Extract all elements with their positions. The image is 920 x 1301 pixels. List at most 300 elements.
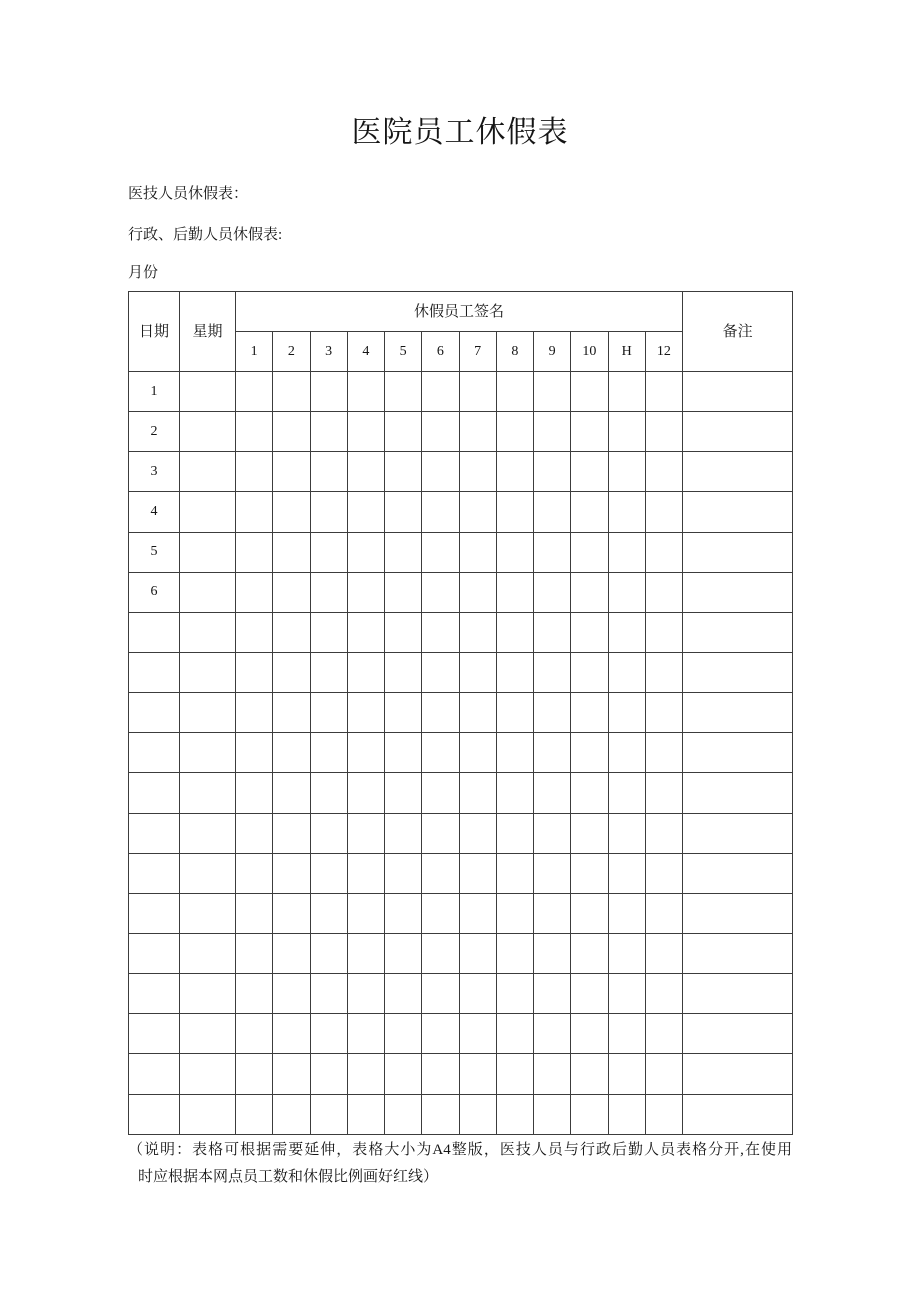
- signature-cell: [347, 933, 384, 973]
- table-row: [129, 693, 793, 733]
- signature-cell: [608, 813, 645, 853]
- signature-cell: [496, 652, 533, 692]
- signature-cell: [347, 1054, 384, 1094]
- signature-cell: [385, 452, 422, 492]
- weekday-cell: [180, 813, 236, 853]
- table-row: [129, 893, 793, 933]
- signature-cell: [273, 612, 310, 652]
- admin-logistics-staff-leave-label: 行政、后勤人员休假表:: [128, 227, 283, 243]
- signature-cell: [236, 693, 273, 733]
- signature-cell: [534, 974, 571, 1014]
- signature-cell: [422, 853, 459, 893]
- signature-cell: [608, 773, 645, 813]
- signature-cell: [571, 1054, 608, 1094]
- signature-cell: [310, 693, 347, 733]
- signature-cell: [608, 974, 645, 1014]
- staff-column-header: 9: [534, 332, 571, 372]
- signature-cell: [347, 893, 384, 933]
- signature-cell: [310, 372, 347, 412]
- signature-cell: [534, 572, 571, 612]
- signature-cell: [496, 532, 533, 572]
- signature-cell: [273, 974, 310, 1014]
- signature-cell: [534, 733, 571, 773]
- table-body: [129, 372, 793, 1135]
- signature-cell: [459, 1094, 496, 1134]
- signature-cell: [422, 452, 459, 492]
- signature-cell: [236, 492, 273, 532]
- signature-cell: [534, 372, 571, 412]
- remarks-cell: [683, 974, 793, 1014]
- signature-cell: [347, 612, 384, 652]
- signature-cell: [347, 412, 384, 452]
- signature-cell: [236, 452, 273, 492]
- signature-cell: [571, 1014, 608, 1054]
- signature-cell: [385, 1014, 422, 1054]
- signature-cell: [236, 572, 273, 612]
- signature-cell: [422, 974, 459, 1014]
- signature-cell: [459, 974, 496, 1014]
- signature-cell: [534, 452, 571, 492]
- signature-cell: [459, 412, 496, 452]
- date-cell: [129, 974, 180, 1014]
- signature-cell: [645, 773, 682, 813]
- signature-cell: [571, 773, 608, 813]
- signature-cell: [273, 933, 310, 973]
- signature-cell: [236, 813, 273, 853]
- signature-cell: [496, 372, 533, 412]
- signature-cell: [534, 412, 571, 452]
- signature-cell: [608, 1014, 645, 1054]
- signature-cell: [645, 853, 682, 893]
- signature-cell: [608, 893, 645, 933]
- signature-cell: [645, 1014, 682, 1054]
- signature-cell: [236, 1014, 273, 1054]
- signature-cell: [496, 693, 533, 733]
- signature-cell: [645, 974, 682, 1014]
- remarks-cell: [683, 1014, 793, 1054]
- signature-cell: [422, 893, 459, 933]
- signature-cell: [310, 733, 347, 773]
- remarks-cell: [683, 572, 793, 612]
- table-row: [129, 1054, 793, 1094]
- signature-cell: [645, 372, 682, 412]
- signature-cell: [645, 1054, 682, 1094]
- signature-cell: [534, 773, 571, 813]
- signature-cell: [459, 1054, 496, 1094]
- signature-cell: [422, 372, 459, 412]
- signature-cell: [496, 813, 533, 853]
- signature-cell: [273, 733, 310, 773]
- signature-cell: [571, 974, 608, 1014]
- signature-cell: [422, 773, 459, 813]
- remarks-cell: [683, 1094, 793, 1134]
- signature-cell: [310, 612, 347, 652]
- signature-cell: [385, 733, 422, 773]
- signature-cell: [645, 492, 682, 532]
- signature-cell: [534, 1094, 571, 1134]
- weekday-cell: [180, 572, 236, 612]
- table-row: [129, 492, 793, 532]
- signature-cell: [534, 1014, 571, 1054]
- staff-column-header: 12: [645, 332, 682, 372]
- signature-cell: [534, 853, 571, 893]
- date-cell: [129, 933, 180, 973]
- date-cell: 3: [129, 452, 180, 492]
- remarks-cell: [683, 813, 793, 853]
- signature-cell: [347, 1014, 384, 1054]
- signature-cell: [459, 933, 496, 973]
- signature-cell: [645, 1094, 682, 1134]
- leave-table: [128, 291, 793, 1135]
- weekday-cell: [180, 452, 236, 492]
- remarks-cell: [683, 933, 793, 973]
- table-row: [129, 412, 793, 452]
- signature-cell: [273, 532, 310, 572]
- signature-cell: [422, 1054, 459, 1094]
- page-title: 医院员工休假表: [351, 116, 569, 149]
- signature-cell: [571, 372, 608, 412]
- signature-cell: [459, 452, 496, 492]
- signature-cell: [571, 853, 608, 893]
- date-cell: 4: [129, 492, 180, 532]
- remarks-cell: [683, 893, 793, 933]
- signature-cell: [422, 572, 459, 612]
- remarks-cell: [683, 773, 793, 813]
- signature-cell: [496, 853, 533, 893]
- signature-cell: [273, 813, 310, 853]
- signature-cell: [534, 492, 571, 532]
- table-row: [129, 532, 793, 572]
- signature-cell: [385, 492, 422, 532]
- month-label: 月份: [128, 265, 159, 281]
- signature-cell: [273, 452, 310, 492]
- table-row: [129, 1014, 793, 1054]
- signature-cell: [608, 372, 645, 412]
- signature-cell: [385, 652, 422, 692]
- date-cell: [129, 652, 180, 692]
- signature-cell: [422, 612, 459, 652]
- signature-cell: [645, 452, 682, 492]
- signature-cell: [571, 452, 608, 492]
- signature-cell: [459, 572, 496, 612]
- remarks-cell: [683, 693, 793, 733]
- signature-cell: [496, 572, 533, 612]
- signature-cell: [385, 933, 422, 973]
- staff-column-header: 10: [571, 332, 608, 372]
- signature-cell: [571, 572, 608, 612]
- signature-cell: [310, 572, 347, 612]
- remarks-cell: [683, 853, 793, 893]
- signature-cell: [385, 1094, 422, 1134]
- signature-cell: [385, 893, 422, 933]
- remarks-cell: [683, 452, 793, 492]
- table-row: [129, 372, 793, 412]
- signature-cell: [347, 1094, 384, 1134]
- signature-cell: [273, 1094, 310, 1134]
- weekday-cell: [180, 693, 236, 733]
- remarks-cell: [683, 652, 793, 692]
- weekday-cell: [180, 372, 236, 412]
- signature-cell: [608, 452, 645, 492]
- date-cell: 2: [129, 412, 180, 452]
- signature-cell: [422, 933, 459, 973]
- table-row: [129, 853, 793, 893]
- signature-cell: [571, 1094, 608, 1134]
- signature-cell: [236, 372, 273, 412]
- signature-cell: [608, 572, 645, 612]
- signature-cell: [273, 1054, 310, 1094]
- signature-cell: [310, 1054, 347, 1094]
- table-header: [129, 292, 793, 372]
- signature-cell: [385, 773, 422, 813]
- signature-cell: [422, 733, 459, 773]
- signature-cell: [236, 733, 273, 773]
- table-row: [129, 974, 793, 1014]
- date-cell: [129, 1094, 180, 1134]
- staff-column-header: H: [608, 332, 645, 372]
- signature-cell: [310, 773, 347, 813]
- signature-cell: [422, 813, 459, 853]
- signature-cell: [459, 773, 496, 813]
- signature-cell: [645, 733, 682, 773]
- table-row: [129, 652, 793, 692]
- signature-cell: [310, 652, 347, 692]
- signature-cell: [347, 974, 384, 1014]
- signature-cell: [385, 372, 422, 412]
- signature-cell: [385, 1054, 422, 1094]
- signature-cell: [422, 693, 459, 733]
- signature-cell: [347, 813, 384, 853]
- signature-cell: [422, 1014, 459, 1054]
- signature-cell: [645, 813, 682, 853]
- signature-cell: [496, 492, 533, 532]
- signature-cell: [385, 853, 422, 893]
- table-row: [129, 773, 793, 813]
- staff-column-header: 3: [310, 332, 347, 372]
- signature-cell: [645, 412, 682, 452]
- date-cell: [129, 612, 180, 652]
- table-row: [129, 733, 793, 773]
- signature-cell: [310, 492, 347, 532]
- signature-cell: [273, 372, 310, 412]
- signature-cell: [608, 733, 645, 773]
- date-cell: [129, 733, 180, 773]
- table-row: [129, 572, 793, 612]
- signature-cell: [310, 412, 347, 452]
- signature-cell: [236, 933, 273, 973]
- signature-cell: [347, 652, 384, 692]
- signature-cell: [310, 1094, 347, 1134]
- remarks-cell: [683, 492, 793, 532]
- signature-cell: [459, 853, 496, 893]
- signature-cell: [534, 612, 571, 652]
- signature-cell: [236, 893, 273, 933]
- weekday-cell: [180, 733, 236, 773]
- signature-cell: [645, 693, 682, 733]
- signature-cell: [273, 492, 310, 532]
- signature-cell: [385, 412, 422, 452]
- signature-cell: [608, 612, 645, 652]
- signature-cell: [385, 693, 422, 733]
- signature-cell: [459, 693, 496, 733]
- footnote-line: 时应根据本网点员工数和休假比例画好红线）: [138, 1169, 439, 1185]
- signature-cell: [459, 652, 496, 692]
- signature-cell: [534, 532, 571, 572]
- signature-cell: [608, 532, 645, 572]
- signature-cell: [385, 612, 422, 652]
- signature-cell: [571, 933, 608, 973]
- staff-column-header: 8: [496, 332, 533, 372]
- signature-cell: [608, 693, 645, 733]
- signature-cell: [310, 974, 347, 1014]
- signature-cell: [310, 1014, 347, 1054]
- date-cell: [129, 693, 180, 733]
- weekday-cell: [180, 893, 236, 933]
- signature-cell: [534, 893, 571, 933]
- signature-cell: [571, 813, 608, 853]
- signature-cell: [608, 492, 645, 532]
- signature-cell: [571, 612, 608, 652]
- signature-cell: [496, 612, 533, 652]
- signature-cell: [608, 1094, 645, 1134]
- signature-cell: [608, 412, 645, 452]
- signature-cell: [496, 893, 533, 933]
- signature-cell: [310, 893, 347, 933]
- signature-cell: [534, 1054, 571, 1094]
- remarks-cell: [683, 1054, 793, 1094]
- weekday-cell: [180, 853, 236, 893]
- signature-cell: [496, 1054, 533, 1094]
- signature-cell: [645, 933, 682, 973]
- weekday-cell: [180, 1014, 236, 1054]
- signature-cell: [571, 733, 608, 773]
- signature-cell: [496, 773, 533, 813]
- signature-cell: [385, 572, 422, 612]
- signature-cell: [571, 412, 608, 452]
- signature-cell: [422, 652, 459, 692]
- signature-cell: [496, 933, 533, 973]
- signature-cell: [496, 1094, 533, 1134]
- signature-cell: [571, 893, 608, 933]
- signature-cell: [422, 492, 459, 532]
- signature-cell: [273, 652, 310, 692]
- footnote-line: （说明：表格可根据需要延伸，表格大小为A4整版，医技人员与行政后勤人员表格分开,在使用: [128, 1142, 792, 1158]
- remarks-cell: [683, 612, 793, 652]
- signature-cell: [273, 572, 310, 612]
- signature-cell: [236, 412, 273, 452]
- staff-column-header: 6: [422, 332, 459, 372]
- remarks-cell: [683, 532, 793, 572]
- medical-staff-leave-label: 医技人员休假表：: [128, 186, 249, 202]
- weekday-cell: [180, 652, 236, 692]
- signature-cell: [645, 572, 682, 612]
- staff-column-header: 2: [273, 332, 310, 372]
- staff-column-header: 5: [385, 332, 422, 372]
- signature-cell: [347, 853, 384, 893]
- signature-cell: [310, 933, 347, 973]
- signature-cell: [236, 1094, 273, 1134]
- signature-cell: [534, 933, 571, 973]
- signature-cell: [273, 693, 310, 733]
- signature-cell: [571, 693, 608, 733]
- table-row: [129, 933, 793, 973]
- remarks-column-header: 备注: [683, 292, 793, 372]
- weekday-cell: [180, 492, 236, 532]
- signature-cell: [422, 532, 459, 572]
- date-cell: 6: [129, 572, 180, 612]
- table-row: [129, 612, 793, 652]
- weekday-cell: [180, 933, 236, 973]
- signature-cell: [645, 532, 682, 572]
- weekday-cell: [180, 532, 236, 572]
- signature-cell: [608, 853, 645, 893]
- signature-cell: [347, 733, 384, 773]
- date-cell: [129, 853, 180, 893]
- signature-cell: [645, 612, 682, 652]
- signature-cell: [645, 652, 682, 692]
- signature-cell: [534, 813, 571, 853]
- weekday-column-header: 星期: [180, 292, 236, 372]
- staff-column-header: 1: [236, 332, 273, 372]
- signature-cell: [236, 853, 273, 893]
- date-cell: [129, 813, 180, 853]
- staff-column-header: 7: [459, 332, 496, 372]
- staff-signature-header: 休假员工签名: [236, 292, 683, 332]
- signature-cell: [534, 693, 571, 733]
- staff-column-header: 4: [347, 332, 384, 372]
- signature-cell: [236, 1054, 273, 1094]
- signature-cell: [236, 612, 273, 652]
- date-cell: 1: [129, 372, 180, 412]
- table-row: [129, 1094, 793, 1134]
- signature-cell: [459, 893, 496, 933]
- signature-cell: [236, 773, 273, 813]
- date-cell: [129, 1054, 180, 1094]
- signature-cell: [347, 773, 384, 813]
- signature-cell: [459, 492, 496, 532]
- signature-cell: [571, 532, 608, 572]
- signature-cell: [571, 652, 608, 692]
- signature-cell: [496, 1014, 533, 1054]
- signature-cell: [459, 372, 496, 412]
- signature-cell: [422, 1094, 459, 1134]
- signature-cell: [534, 652, 571, 692]
- signature-cell: [496, 412, 533, 452]
- footnote: [128, 1137, 792, 1191]
- table-row: [129, 452, 793, 492]
- signature-cell: [459, 1014, 496, 1054]
- weekday-cell: [180, 1094, 236, 1134]
- weekday-cell: [180, 1054, 236, 1094]
- signature-cell: [459, 813, 496, 853]
- header-row: [129, 292, 793, 332]
- signature-cell: [608, 652, 645, 692]
- signature-cell: [273, 893, 310, 933]
- signature-cell: [459, 733, 496, 773]
- signature-cell: [236, 974, 273, 1014]
- date-cell: [129, 1014, 180, 1054]
- date-column-header: 日期: [129, 292, 180, 372]
- signature-cell: [310, 853, 347, 893]
- signature-cell: [608, 933, 645, 973]
- date-cell: [129, 893, 180, 933]
- signature-cell: [273, 1014, 310, 1054]
- signature-cell: [347, 532, 384, 572]
- signature-cell: [347, 492, 384, 532]
- signature-cell: [273, 853, 310, 893]
- weekday-cell: [180, 773, 236, 813]
- table-row: [129, 813, 793, 853]
